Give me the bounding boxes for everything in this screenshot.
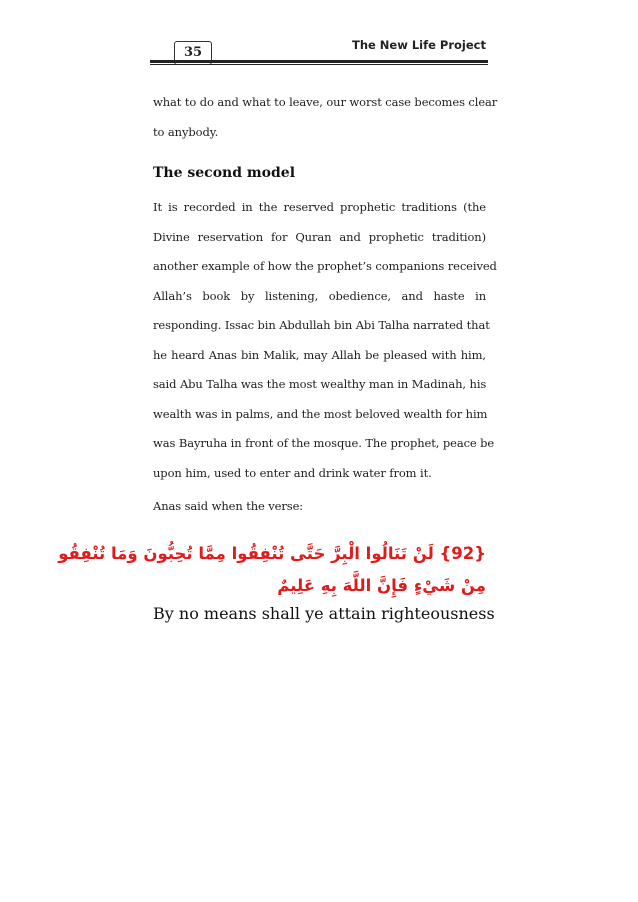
- text-line: Divine reservation for Quran and prophetic tradition): [153, 229, 486, 244]
- page-content: [58, 88, 498, 623]
- verse-line: {92} لَنْ تَنَالُوا الْبِرَّ حَتَّى تُنْفِقُوا مِمَّا تُحِبُّونَ وَمَا تُنْفِقُو: [58, 543, 486, 563]
- verse-line: مِنْ شَيْءٍ فَإِنَّ اللَّهَ بِهِ عَلِيمٌ: [277, 575, 486, 595]
- verse-translation: By no means shall ye attain righteousness: [153, 603, 495, 623]
- text-line: Allah’s book by listening, obedience, and haste in: [153, 288, 486, 303]
- text-line: wealth was in palms, and the most beloved wealth for him: [153, 406, 488, 421]
- quran-verse: [58, 538, 486, 602]
- header-rule-thin: [150, 64, 488, 65]
- text-line: what to do and what to leave, our worst case becomes clear: [153, 95, 498, 109]
- page-header: [150, 33, 488, 66]
- text-line: upon him, used to enter and drink water from it.: [153, 465, 432, 480]
- verse-intro: [153, 492, 486, 522]
- text-line: said Abu Talha was the most wealthy man in Madinah, his: [153, 377, 487, 391]
- text-line: responding. Issac bin Abdullah bin Abi Talha narrated that: [153, 318, 490, 332]
- header-rule-thick: [150, 60, 488, 63]
- text-line: It is recorded in the reserved prophetic traditions (the: [153, 200, 486, 214]
- main-paragraph: [153, 193, 497, 488]
- page-number: 35: [174, 41, 212, 65]
- section-heading: The second model: [153, 165, 296, 181]
- header-title: The New Life Project: [351, 38, 486, 52]
- text-line: another example of how the prophet’s companions received: [153, 259, 497, 273]
- text-line: he heard Anas bin Malik, may Allah be pleased with him,: [153, 347, 486, 362]
- text-line: was Bayruha in front of the mosque. The prophet, peace be: [153, 436, 495, 450]
- intro-paragraph: [153, 88, 498, 147]
- text-line: Anas said when the verse:: [153, 499, 304, 513]
- text-line: to anybody.: [153, 124, 219, 139]
